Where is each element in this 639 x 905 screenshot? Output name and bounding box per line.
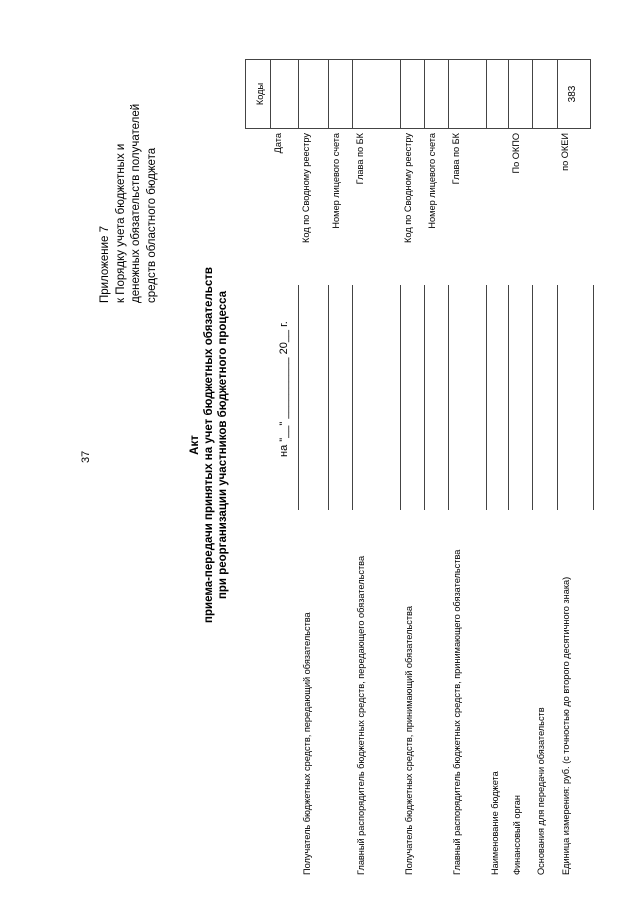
appendix-block bbox=[98, 104, 160, 303]
code-label: Глава по БК bbox=[355, 133, 365, 185]
row-label: Наименование бюджета bbox=[490, 771, 500, 875]
entry-line bbox=[486, 285, 487, 510]
entry-line bbox=[298, 285, 299, 510]
row-label: Главный распорядитель бюджетных средств, передающего обязательства bbox=[356, 555, 366, 875]
title-line-3: при реорганизации участников бюджетного процесса bbox=[217, 290, 229, 600]
entry-line bbox=[400, 285, 401, 510]
appendix-line-4: средств областного бюджета bbox=[145, 147, 158, 303]
row-label: Основания для передачи обязательств bbox=[536, 707, 546, 875]
row-label: Получатель бюджетных средств, передающий обязательства bbox=[302, 612, 312, 875]
entry-line bbox=[532, 285, 533, 510]
entry-line bbox=[352, 285, 353, 510]
codes-header: Коды bbox=[255, 82, 265, 106]
code-cell-value[interactable]: 383 bbox=[567, 85, 578, 103]
code-cell-border bbox=[352, 59, 353, 129]
appendix-line-1: Приложение 7 bbox=[99, 225, 111, 303]
row-label: Финансовый орган bbox=[512, 795, 522, 875]
code-cell-border bbox=[532, 59, 533, 129]
code-label: Дата bbox=[273, 133, 283, 154]
entry-line bbox=[508, 285, 509, 510]
entry-line bbox=[593, 285, 594, 510]
entry-line bbox=[448, 285, 449, 510]
code-label: Номер лицевого счета bbox=[331, 133, 341, 229]
row-label: Главный распорядитель бюджетных средств, принимающего обязательства bbox=[452, 549, 462, 875]
page-number: 37 bbox=[80, 450, 92, 463]
code-cell-border bbox=[486, 59, 487, 129]
code-cell-border bbox=[270, 59, 271, 129]
code-cell-border bbox=[400, 59, 401, 129]
code-cell-border bbox=[328, 59, 329, 129]
codes-table bbox=[245, 59, 591, 129]
code-label: Код по Сводному реестру bbox=[403, 133, 413, 243]
code-cell-border bbox=[508, 59, 509, 129]
code-label: По ОКПО bbox=[511, 133, 521, 174]
entry-line bbox=[328, 285, 329, 510]
entry-line bbox=[557, 285, 558, 510]
appendix-line-2: к Порядку учета бюджетных и bbox=[114, 143, 127, 303]
row-label: Получатель бюджетных средств, принимающий обязательства bbox=[404, 606, 414, 875]
date-line: на "__" __________ 20__ г. bbox=[278, 321, 290, 457]
code-label: Код по Сводному реестру bbox=[301, 133, 311, 243]
code-cell-border bbox=[557, 59, 558, 129]
code-label: Глава по БК bbox=[451, 133, 461, 185]
row-label: Единица измерения: руб. (с точностью до второго десятичного знака) bbox=[561, 576, 571, 875]
code-cell-border bbox=[424, 59, 425, 129]
appendix-line-3: денежных обязательств получателей bbox=[130, 103, 142, 303]
code-label: Номер лицевого счета bbox=[427, 133, 437, 229]
document-title bbox=[188, 165, 230, 725]
code-cell-border bbox=[298, 59, 299, 129]
title-line-1: Акт bbox=[189, 435, 201, 455]
entry-line bbox=[424, 285, 425, 510]
code-label: по ОКЕИ bbox=[560, 133, 570, 171]
title-line-2: приема-передачи принятых на учет бюджетных обязательств bbox=[203, 267, 215, 623]
code-cell-border bbox=[448, 59, 449, 129]
